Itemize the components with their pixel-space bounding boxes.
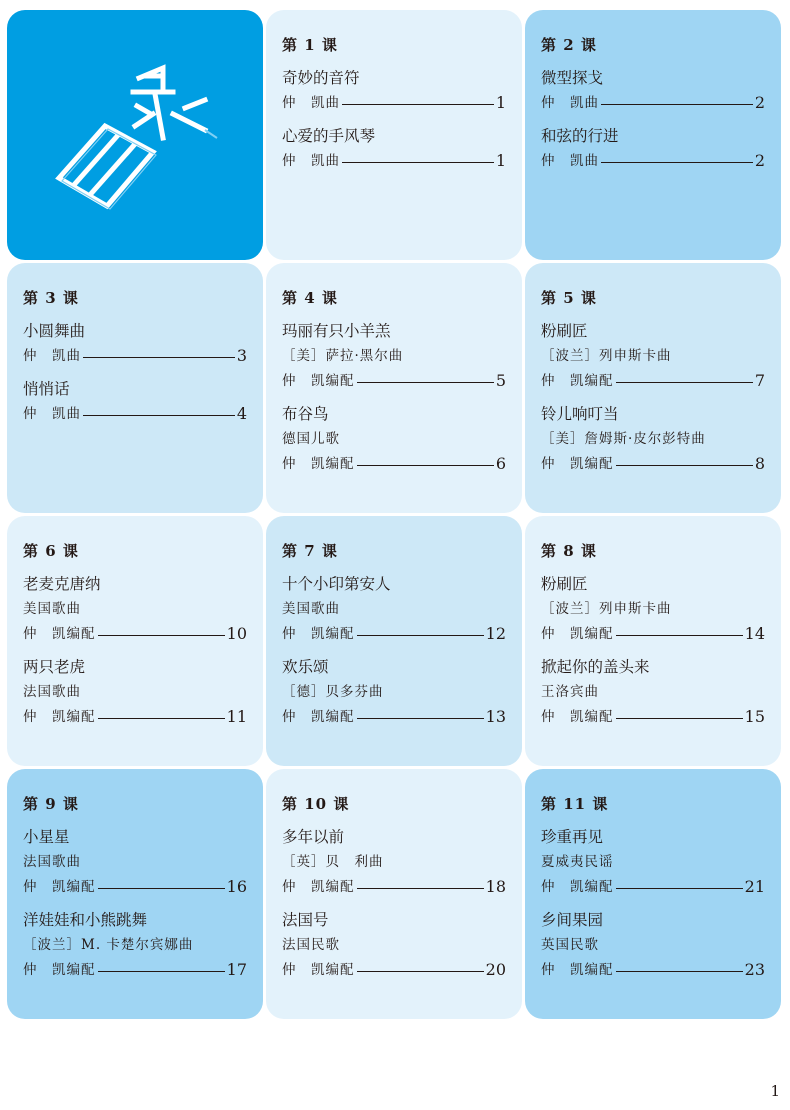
song-author: 仲 凯编配 [541,962,614,978]
song-author-row [23,707,247,727]
toc-entry[interactable] [282,657,506,727]
song-page-number: 20 [485,960,506,979]
lesson-label: 第 5 课 [541,289,597,307]
toc-entry[interactable] [282,910,506,980]
song-page-number: 21 [744,877,765,896]
toc-entry[interactable] [23,574,247,644]
song-page-number: 11 [226,707,247,726]
leader-line [357,465,494,466]
song-title: 掀起你的盖头来 [541,658,650,676]
song-page-number: 10 [226,624,247,643]
song-credit: 法国歌曲 [23,684,81,700]
leader-line [601,162,753,163]
toc-entry[interactable] [541,404,765,474]
leader-line [357,635,484,636]
song-title: 布谷鸟 [282,405,329,423]
toc-entry[interactable] [23,827,247,897]
toc-title-card [7,10,263,260]
song-author: 仲 凯编配 [541,709,614,725]
song-author-row [23,404,247,424]
leader-line [98,888,225,889]
lesson-card-11 [525,769,781,1019]
song-author-row [23,624,247,644]
leader-line [616,465,753,466]
leader-line [342,162,494,163]
song-credit: ［美］詹姆斯·皮尔彭特曲 [541,431,706,447]
lesson-card-9 [7,769,263,1019]
leader-line [616,971,743,972]
song-credit: ［美］萨拉·黑尔曲 [282,348,404,364]
song-author-row [282,877,506,897]
song-page-number: 4 [236,404,247,423]
lesson-label: 第 6 课 [23,542,79,560]
lesson-card-5 [525,263,781,513]
leader-line [98,971,225,972]
song-title: 小星星 [23,828,70,846]
toc-entry[interactable] [541,68,765,113]
song-title: 老麦克唐纳 [23,575,101,593]
toc-grid [7,10,781,1019]
song-title: 多年以前 [282,828,345,846]
toc-title-logo [7,10,263,260]
toc-entry[interactable] [541,321,765,391]
song-author-row [541,454,765,474]
song-author-row [541,624,765,644]
leader-line [98,635,225,636]
song-author-row [541,960,765,980]
song-title: 和弦的行进 [541,127,619,145]
toc-entry[interactable] [282,574,506,644]
song-page-number: 18 [485,877,506,896]
toc-entry[interactable] [541,126,765,171]
song-author-row [282,707,506,727]
song-title: 法国号 [282,911,329,929]
song-title: 悄悄话 [23,380,70,398]
song-page-number: 8 [754,454,765,473]
song-author: 仲 凯编配 [23,626,96,642]
leader-line [357,718,484,719]
song-title: 粉刷匠 [541,322,588,340]
song-author-row [282,960,506,980]
song-author: 仲 凯编配 [541,373,614,389]
leader-line [616,635,743,636]
song-credit: ［德］贝多芬曲 [282,684,384,700]
leader-line [83,415,235,416]
song-author-row [282,371,506,391]
song-author: 仲 凯编配 [541,879,614,895]
song-page-number: 17 [226,960,247,979]
song-page-number: 23 [744,960,765,979]
toc-entry[interactable] [23,910,247,980]
song-credit: 法国民歌 [282,937,340,953]
toc-entry[interactable] [282,321,506,391]
song-author: 仲 凯曲 [541,95,599,111]
leader-line [616,888,743,889]
song-author-row [541,877,765,897]
toc-entry[interactable] [23,657,247,727]
song-page-number: 13 [485,707,506,726]
song-page-number: 16 [226,877,247,896]
song-author-row [23,960,247,980]
song-author-row [541,707,765,727]
song-author: 仲 凯编配 [282,373,355,389]
song-credit: 德国儿歌 [282,431,340,447]
song-author: 仲 凯曲 [541,153,599,169]
song-author-row [282,93,506,113]
song-credit: 夏威夷民谣 [541,854,614,870]
song-page-number: 2 [754,93,765,112]
lesson-label: 第 11 课 [541,795,609,813]
lesson-card-4 [266,263,522,513]
leader-line [616,382,753,383]
song-author: 仲 凯编配 [23,879,96,895]
page-number: 1 [770,1082,780,1100]
lesson-card-6 [7,516,263,766]
song-author: 仲 凯曲 [282,95,340,111]
song-author-row [282,454,506,474]
song-credit: 美国歌曲 [282,601,340,617]
song-author-row [541,93,765,113]
song-page-number: 1 [495,93,506,112]
song-author-row [23,346,247,366]
song-author: 仲 凯编配 [541,456,614,472]
song-title: 乡间果园 [541,911,604,929]
song-author: 仲 凯编配 [282,456,355,472]
song-author: 仲 凯编配 [282,626,355,642]
lesson-label: 第 3 课 [23,289,79,307]
song-credit: 英国民歌 [541,937,599,953]
song-title: 玛丽有只小羊羔 [282,322,391,340]
song-page-number: 7 [754,371,765,390]
lesson-card-2 [525,10,781,260]
leader-line [601,104,753,105]
leader-line [83,357,235,358]
song-credit: ［波兰］M. 卡楚尔宾娜曲 [23,937,194,953]
song-page-number: 1 [495,151,506,170]
song-page-number: 14 [744,624,765,643]
leader-line [616,718,743,719]
song-author: 仲 凯曲 [23,406,81,422]
song-page-number: 15 [744,707,765,726]
song-credit: 王洛宾曲 [541,684,599,700]
song-credit: ［波兰］列申斯卡曲 [541,348,672,364]
song-author-row [541,371,765,391]
leader-line [357,971,484,972]
toc-entry[interactable] [282,404,506,474]
song-page-number: 5 [495,371,506,390]
song-page-number: 2 [754,151,765,170]
toc-entry[interactable] [23,379,247,424]
song-author-row [541,151,765,171]
song-author-row [282,624,506,644]
lesson-card-10 [266,769,522,1019]
song-author: 仲 凯编配 [23,709,96,725]
song-page-number: 12 [485,624,506,643]
song-author: 仲 凯编配 [23,962,96,978]
lesson-card-3 [7,263,263,513]
song-author-row [23,877,247,897]
toc-entry[interactable] [23,321,247,366]
toc-entry[interactable] [541,910,765,980]
song-author: 仲 凯编配 [282,962,355,978]
song-author: 仲 凯曲 [23,348,81,364]
song-page-number: 6 [495,454,506,473]
toc-entry[interactable] [282,68,506,113]
lesson-card-7 [266,516,522,766]
toc-entry[interactable] [541,657,765,727]
lesson-card-8 [525,516,781,766]
song-credit: ［波兰］列申斯卡曲 [541,601,672,617]
song-title: 心爱的手风琴 [282,127,376,145]
lesson-label: 第 8 课 [541,542,597,560]
song-page-number: 3 [236,346,247,365]
toc-entry[interactable] [541,574,765,644]
song-title: 十个小印第安人 [282,575,391,593]
lesson-label: 第 9 课 [23,795,79,813]
song-title: 铃儿响叮当 [541,405,619,423]
lesson-label: 第 4 课 [282,289,338,307]
song-title: 洋娃娃和小熊跳舞 [23,911,148,929]
song-title: 两只老虎 [23,658,86,676]
song-author: 仲 凯曲 [282,153,340,169]
song-title: 珍重再见 [541,828,604,846]
lesson-label: 第 7 课 [282,542,338,560]
toc-entry[interactable] [282,827,506,897]
leader-line [98,718,225,719]
song-title: 奇妙的音符 [282,69,360,87]
lesson-label: 第 10 课 [282,795,350,813]
lesson-label: 第 2 课 [541,36,597,54]
song-author-row [282,151,506,171]
song-credit: ［英］贝 利曲 [282,854,384,870]
song-author: 仲 凯编配 [541,626,614,642]
leader-line [357,382,494,383]
lesson-card-1 [266,10,522,260]
lesson-label: 第 1 课 [282,36,338,54]
song-title: 微型探戈 [541,69,604,87]
song-author: 仲 凯编配 [282,709,355,725]
song-title: 欢乐颂 [282,658,329,676]
leader-line [342,104,494,105]
song-title: 小圆舞曲 [23,322,86,340]
leader-line [357,888,484,889]
toc-entry[interactable] [282,126,506,171]
song-credit: 美国歌曲 [23,601,81,617]
song-title: 粉刷匠 [541,575,588,593]
song-author: 仲 凯编配 [282,879,355,895]
toc-entry[interactable] [541,827,765,897]
song-credit: 法国歌曲 [23,854,81,870]
